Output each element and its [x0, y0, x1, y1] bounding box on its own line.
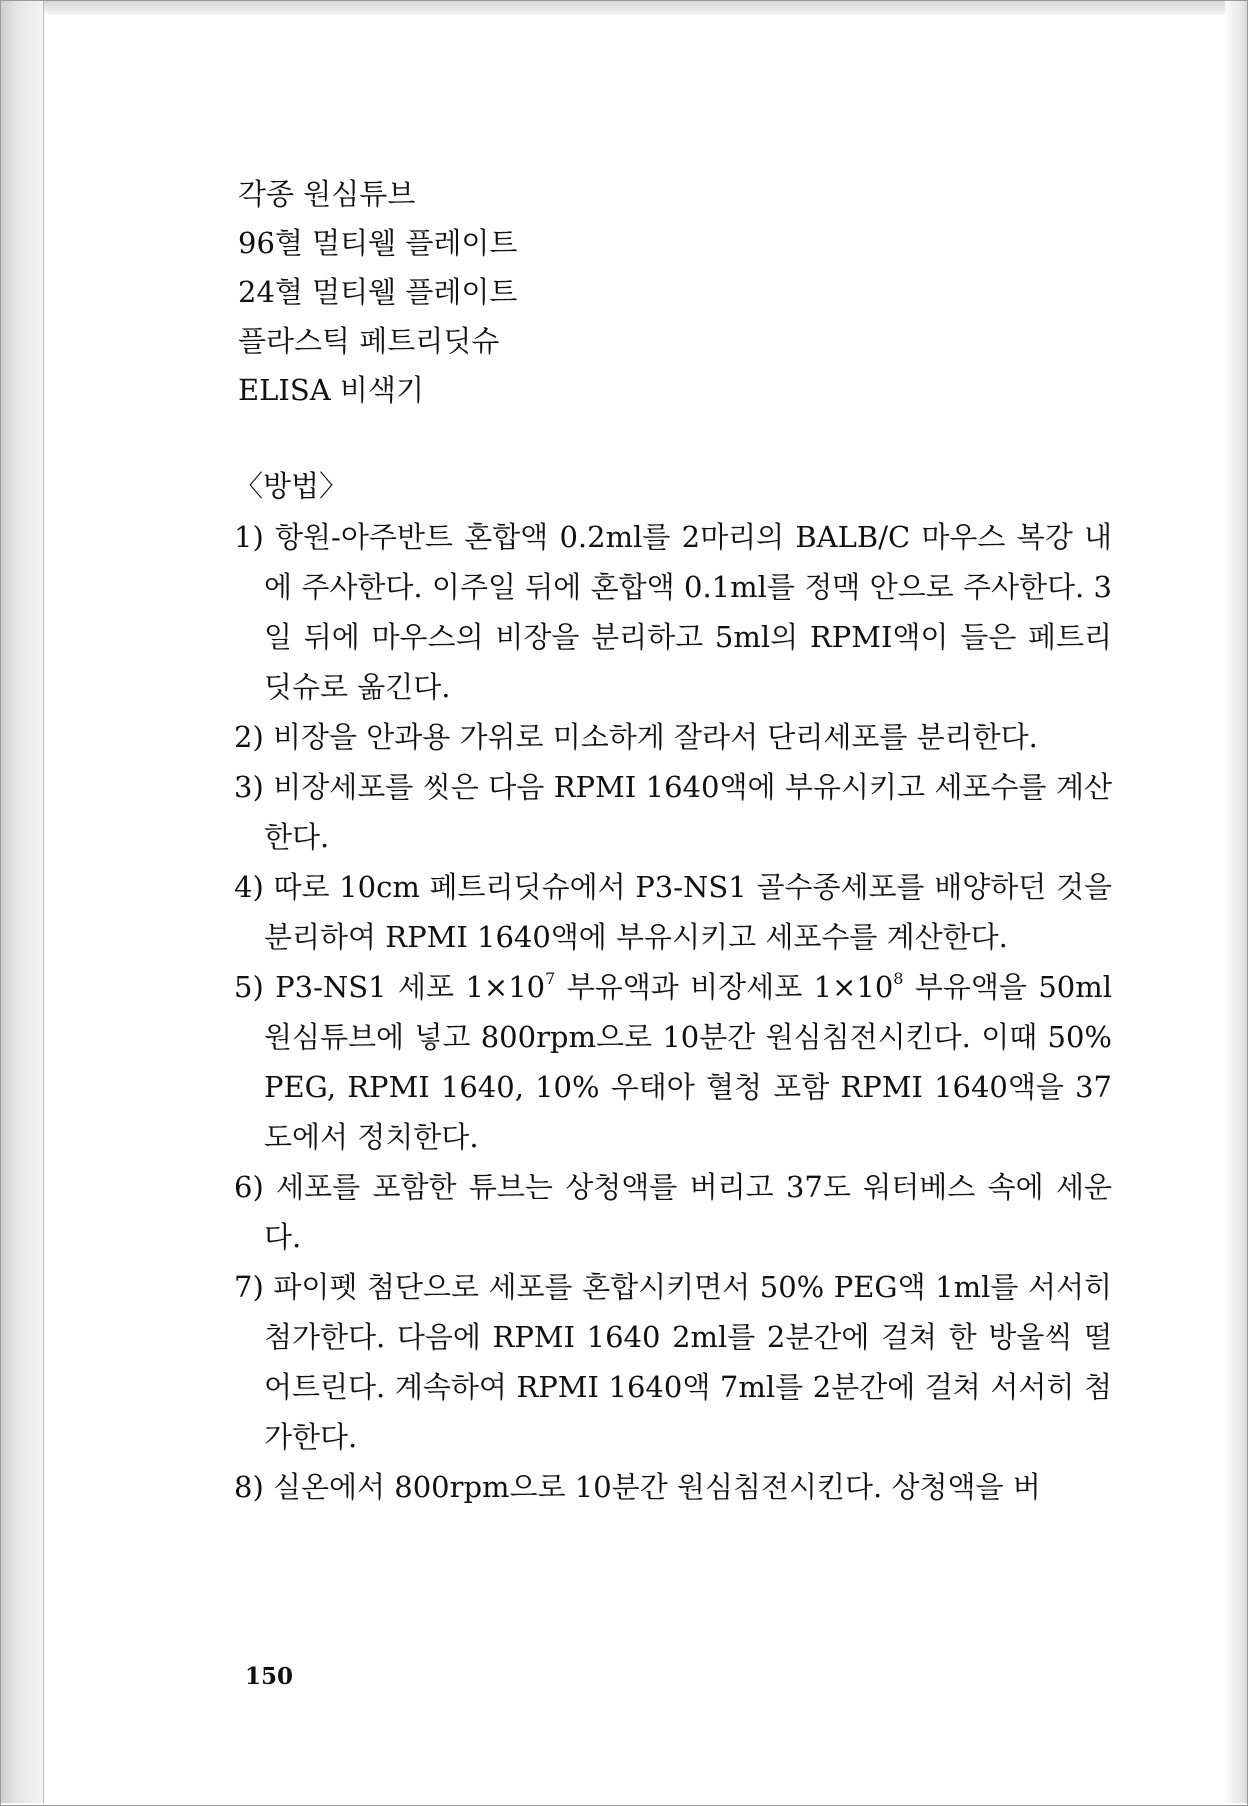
method-step: 3) 비장세포를 씻은 다음 RPMI 1640액에 부유시키고 세포수를 계산한다. — [234, 770, 1112, 854]
step-text: 부유액을 50ml 원심튜브에 넣고 800rpm으로 10분간 원심침전시킨다. 이때 50% PEG, RPMI 1640, 10% 우태아 혈청 포함 RPMI 1640액을 37도에서 정치한다. — [264, 970, 1112, 1154]
materials-list — [238, 170, 517, 415]
page-right-edge — [1225, 1, 1247, 1803]
method-steps-list — [234, 512, 1112, 1512]
step-exponent: 8 — [893, 969, 904, 988]
materials-item: 96혈 멀티웰 플레이트 — [238, 226, 518, 260]
step-text: 5) P3-NS1 세포 1×10 — [234, 970, 546, 1004]
method-step: 7) 파이펫 첨단으로 세포를 혼합시키면서 50% PEG액 1ml를 서서히 첨가한다. 다음에 RPMI 1640 2ml를 2분간에 걸쳐 한 방울씩 떨어트린다. 계속하여 RPMI 1640액 7ml를 2분간에 걸쳐 서서히 첨가한다. — [234, 1270, 1112, 1454]
materials-item: 플라스틱 페트리딧슈 — [238, 324, 500, 358]
method-step: 2) 비장을 안과용 가위로 미소하게 잘라서 단리세포를 분리한다. — [234, 720, 1038, 754]
materials-item: ELISA 비색기 — [238, 373, 424, 407]
step-text: 부유액과 비장세포 1×10 — [555, 970, 894, 1004]
book-top-edge — [1, 1, 1245, 15]
method-step: 6) 세포를 포함한 튜브는 상청액를 버리고 37도 워터베스 속에 세운다. — [234, 1170, 1112, 1254]
method-step — [234, 962, 1112, 1162]
materials-item: 각종 원심튜브 — [238, 177, 416, 211]
method-step: 1) 항원-아주반트 혼합액 0.2ml를 2마리의 BALB/C 마우스 복강 내에 주사한다. 이주일 뒤에 혼합액 0.1ml를 정맥 안으로 주사한다. 3일 뒤에 마우스의 비장을 분리하고 5ml의 RPMI액이 들은 페트리딧슈로 옮긴다. — [234, 520, 1112, 704]
method-step: 8) 실온에서 800rpm으로 10분간 원심침전시킨다. 상청액을 버 — [234, 1470, 1041, 1504]
method-step: 4) 따로 10cm 페트리딧슈에서 P3-NS1 골수종세포를 배양하던 것을 분리하여 RPMI 1640액에 부유시키고 세포수를 계산한다. — [234, 870, 1112, 954]
book-spine — [1, 1, 44, 1803]
section-title-method: 〈방법〉 — [234, 469, 349, 503]
materials-item: 24혈 멀티웰 플레이트 — [238, 275, 518, 309]
page-number: 150 — [245, 1663, 294, 1690]
step-exponent: 7 — [545, 969, 556, 988]
